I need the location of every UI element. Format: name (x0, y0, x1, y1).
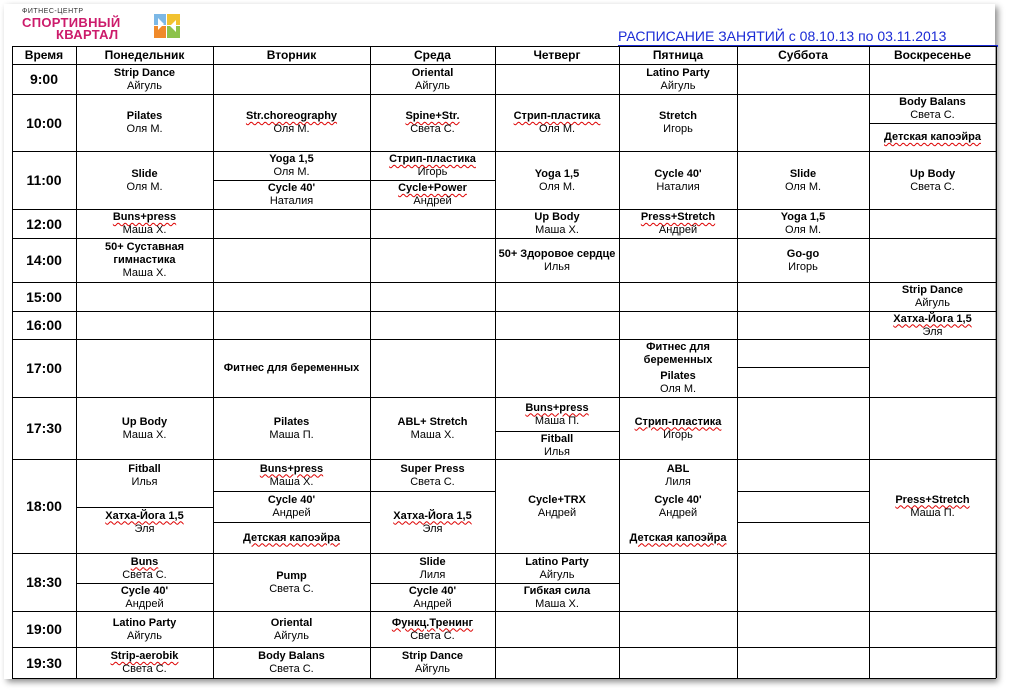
class-cell (215, 612, 368, 647)
class-name: Cycle 40' (654, 494, 702, 506)
instructor-name: Илья (543, 445, 570, 458)
instructor-name: Андрей (125, 597, 164, 610)
instructor-name: Лиля (665, 475, 691, 488)
class-cell (78, 65, 211, 94)
instructor-name: Айгуль (127, 629, 162, 642)
instructor-name: Эля (422, 522, 443, 535)
class-name: Fitball (128, 462, 161, 475)
class-name: Strip Dance (113, 66, 176, 79)
class-cell (78, 584, 211, 611)
class-name: Slide (131, 167, 158, 180)
instructor-name: Лиля (419, 568, 446, 581)
class-cell (215, 398, 368, 459)
logo-small-text: ФИТНЕС-ЦЕНТР (22, 8, 84, 15)
class-cell (78, 152, 211, 209)
instructor-name: Света С. (269, 582, 314, 595)
class-cell (497, 95, 617, 151)
class-cell (871, 312, 994, 339)
class-cell (621, 523, 735, 553)
class-cell (621, 95, 735, 151)
class-name: Детская капоэйра (243, 531, 340, 544)
instructor-name: Света С. (410, 475, 455, 488)
class-name: Pump (276, 569, 307, 582)
instructor-name: Оля М. (126, 123, 163, 135)
instructor-name: Маша П. (910, 506, 955, 519)
class-name: Strip Dance (401, 650, 464, 662)
class-name: Spine+Str. (405, 110, 460, 122)
class-cell (215, 648, 368, 678)
time-label-1200: 12:00 (26, 215, 62, 232)
class-cell (871, 460, 994, 553)
class-cell (215, 554, 368, 611)
class-cell (621, 65, 735, 94)
class-cell (372, 152, 493, 180)
class-name: Latino Party (646, 66, 710, 79)
class-name: Детская капоэйра (884, 131, 981, 143)
class-name: Yoga 1,5 (780, 211, 826, 223)
instructor-name: Илья (131, 475, 158, 488)
column-header-0: Время (24, 48, 64, 62)
column-header-1: Понедельник (104, 48, 185, 62)
instructor-name: Света С. (910, 180, 955, 193)
logo-mark-icon (154, 14, 180, 38)
class-cell (621, 340, 735, 367)
class-name: Oriental (411, 66, 454, 79)
time-label-1600: 16:00 (26, 317, 62, 333)
time-label-1700: 17:00 (26, 360, 62, 376)
class-cell (215, 523, 368, 553)
instructor-name: Андрей (658, 507, 698, 519)
instructor-name: Айгуль (915, 297, 950, 309)
instructor-name: Маша Х. (410, 428, 455, 441)
instructor-name: Света С. (910, 109, 955, 121)
class-name: Фитнес для беременных (223, 362, 360, 374)
class-cell (372, 554, 493, 583)
sub-row-divider (737, 491, 869, 492)
class-name: Pilates (273, 415, 310, 428)
class-name: Yoga 1,5 (534, 167, 580, 180)
instructor-name: Оля М. (126, 180, 163, 193)
class-name: 50+ Суставная гимнастика (104, 241, 185, 266)
class-name: Strip Dance (901, 284, 964, 296)
class-name: Стрип-пластика (634, 415, 722, 428)
instructor-name: Света С. (410, 629, 455, 642)
instructor-name: Наталия (269, 195, 314, 207)
time-label-1000: 10:00 (26, 114, 62, 131)
class-cell (215, 181, 368, 209)
class-name: Cycle+TRX (528, 493, 586, 506)
column-divider (12, 46, 13, 678)
class-cell (621, 492, 735, 522)
class-cell (372, 584, 493, 611)
instructor-name: Оля М. (784, 224, 822, 236)
instructor-name: Оля М. (273, 166, 310, 178)
time-label-1800: 18:00 (26, 498, 62, 514)
time-label-1400: 14:00 (26, 252, 62, 268)
class-name: Fitball (540, 432, 574, 445)
class-name: ABL (666, 462, 690, 475)
logo-line-2: КВАРТАЛ (56, 27, 119, 42)
class-cell (497, 152, 617, 209)
class-name: Cycle 40' (654, 167, 702, 180)
class-cell (621, 210, 735, 238)
column-divider (869, 46, 870, 678)
class-cell (497, 239, 617, 282)
class-cell (497, 460, 617, 553)
class-cell (78, 95, 211, 151)
instructor-name: Света С. (122, 663, 167, 675)
instructor-name: Андрей (537, 506, 577, 519)
instructor-name: Андрей (413, 195, 452, 207)
instructor-name: Света С. (410, 123, 455, 135)
class-cell (497, 210, 617, 238)
class-cell (215, 152, 368, 180)
class-cell (372, 398, 493, 459)
column-header-2: Вторник (266, 48, 317, 62)
class-cell (372, 648, 493, 678)
column-header-7: Воскресенье (893, 48, 971, 62)
class-cell (621, 368, 735, 397)
instructor-name: Илья (543, 260, 570, 273)
class-cell (215, 340, 368, 397)
column-header-6: Суббота (778, 48, 828, 62)
class-cell (372, 181, 493, 209)
class-cell (621, 398, 735, 459)
class-name: Up Body (121, 415, 168, 428)
class-cell (215, 492, 368, 522)
instructor-name: Маша Х. (535, 597, 579, 610)
instructor-name: Айгуль (415, 663, 450, 675)
class-cell (78, 492, 211, 553)
instructor-name: Айгуль (415, 79, 450, 92)
time-label-1500: 15:00 (26, 288, 62, 305)
class-name: Cycle 40' (408, 584, 457, 597)
class-name: Cycle 40' (267, 494, 316, 506)
instructor-name: Игорь (663, 428, 693, 441)
class-name: Up Body (909, 167, 956, 180)
column-divider (737, 46, 738, 678)
instructor-name: Оля М. (538, 123, 576, 135)
instructor-name: Айгуль (539, 568, 575, 581)
class-name: Body Balans (899, 96, 966, 108)
schedule-title: РАСПИСАНИЕ ЗАНЯТИЙ с 08.10.13 по 03.11.2013 (618, 28, 947, 44)
time-label-1830: 18:30 (26, 574, 62, 590)
instructor-name: Айгуль (274, 629, 309, 642)
class-name: Super Press (400, 462, 465, 475)
class-cell (78, 648, 211, 678)
instructor-name: Айгуль (660, 79, 696, 92)
class-cell (372, 460, 493, 491)
class-name: Go-go (786, 247, 820, 260)
instructor-name: Игорь (788, 260, 818, 273)
class-name: Buns+press (259, 462, 324, 475)
class-name: Buns (130, 555, 159, 568)
class-cell (372, 65, 493, 94)
instructor-name: Маша Х. (122, 267, 167, 279)
class-cell (871, 124, 994, 151)
instructor-name: Маша П. (269, 428, 314, 441)
class-cell (739, 210, 867, 238)
logo-line-1: СПОРТИВНЫЙ (22, 15, 121, 30)
class-name: Гибкая сила (523, 584, 591, 597)
time-label-900: 9:00 (29, 71, 59, 87)
time-label-1730: 17:30 (26, 420, 62, 436)
class-name: Хатха-Йога 1,5 (105, 509, 184, 522)
class-name: Стрип-пластика (389, 153, 476, 165)
class-name: Cycle 40' (120, 584, 169, 597)
class-cell (78, 398, 211, 459)
class-name: Press+Stretch (895, 493, 970, 506)
class-name: Хатха-Йога 1,5 (393, 509, 472, 522)
class-cell (739, 239, 867, 282)
class-name: Cycle 40' (267, 182, 316, 194)
row-divider (12, 311, 996, 312)
instructor-name: Маша Х. (535, 224, 579, 236)
column-header-5: Пятница (652, 48, 704, 62)
class-name: Slide (789, 167, 817, 180)
instructor-name: Маша П. (534, 414, 580, 427)
instructor-name: Света С. (269, 663, 314, 675)
class-name: Body Balans (258, 650, 325, 662)
class-cell (78, 210, 211, 238)
instructor-name: Оля М. (538, 180, 576, 193)
instructor-name: Наталия (656, 180, 700, 193)
class-cell (739, 152, 867, 209)
row-divider (12, 339, 996, 340)
column-divider (213, 46, 214, 678)
class-cell (621, 152, 735, 209)
fitness-center-logo (22, 8, 192, 42)
class-name: Хатха-Йога 1,5 (893, 312, 972, 325)
class-cell (215, 95, 368, 151)
class-name: Yoga 1,5 (269, 153, 314, 165)
instructor-name: Эля (134, 522, 155, 535)
instructor-name: Оля М. (273, 123, 310, 135)
class-cell (621, 460, 735, 491)
time-label-1100: 11:00 (26, 172, 62, 188)
class-name: Pilates (660, 369, 696, 382)
time-label-1900: 19:00 (26, 621, 62, 637)
instructor-name: Игорь (663, 123, 693, 135)
class-cell (871, 283, 994, 311)
instructor-name: Игорь (417, 166, 448, 178)
class-cell (372, 95, 493, 151)
time-label-1930: 19:30 (26, 654, 62, 671)
class-name: Press+Stretch (640, 211, 716, 223)
class-name: Фитнес для беременных (643, 340, 713, 366)
column-header-3: Среда (414, 48, 451, 62)
class-cell (78, 460, 211, 491)
class-name: Детская капоэйра (629, 531, 727, 544)
class-name: Str.choreography (245, 110, 338, 122)
class-cell (497, 554, 617, 583)
row-divider (12, 46, 996, 47)
class-name: Pilates (126, 110, 163, 122)
class-name: Cycle+Power (398, 182, 467, 194)
class-name: Stretch (659, 110, 697, 122)
class-cell (372, 612, 493, 647)
class-cell (215, 460, 368, 491)
class-name: Strip-aerobik (110, 650, 179, 662)
instructor-name: Андрей (413, 597, 452, 610)
class-name: Latino Party (525, 555, 589, 568)
instructor-name: Маша Х. (269, 475, 314, 488)
column-divider (996, 46, 997, 678)
class-cell (372, 492, 493, 553)
class-name: Oriental (270, 616, 313, 629)
class-cell (871, 152, 994, 209)
column-divider (619, 46, 620, 678)
class-name: Slide (419, 555, 446, 568)
class-name: Latino Party (112, 616, 177, 629)
sub-row-divider (737, 367, 869, 368)
class-cell (497, 432, 617, 459)
instructor-name: Андрей (658, 224, 698, 236)
row-divider (12, 678, 996, 679)
class-name: Стрип-пластика (513, 110, 601, 122)
class-cell (78, 612, 211, 647)
class-cell (78, 239, 211, 282)
class-cell (497, 584, 617, 611)
instructor-name: Маша Х. (122, 224, 167, 236)
class-name: 50+ Здоровое сердце (498, 247, 616, 260)
class-cell (78, 554, 211, 583)
instructor-name: Оля М. (784, 180, 822, 193)
instructor-name: Света С. (122, 568, 167, 581)
instructor-name: Эля (922, 325, 943, 338)
instructor-name: Айгуль (127, 79, 162, 92)
instructor-name: Оля М. (659, 382, 697, 395)
instructor-name: Андрей (272, 507, 311, 519)
instructor-name: Маша Х. (122, 428, 167, 441)
class-name: Up Body (534, 211, 580, 223)
class-name: Buns+press (525, 401, 589, 414)
class-name: Buns+press (112, 211, 177, 223)
class-cell (871, 95, 994, 123)
class-name: Функц.Тренинг (391, 616, 474, 629)
column-header-4: Четверг (533, 48, 581, 62)
class-name: ABL+ Stretch (397, 415, 468, 428)
row-divider (12, 282, 996, 283)
class-cell (497, 398, 617, 431)
sub-row-divider (737, 522, 869, 523)
